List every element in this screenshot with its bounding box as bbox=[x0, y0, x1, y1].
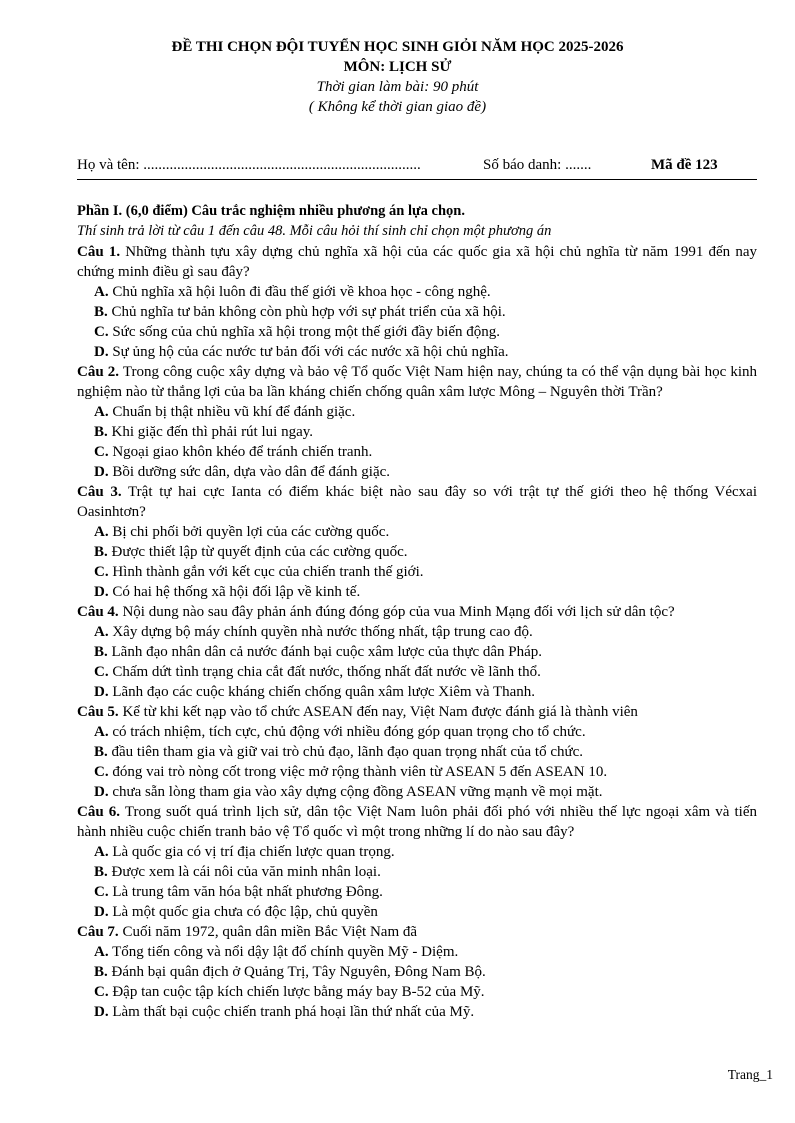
answer-option bbox=[77, 522, 757, 542]
question-item bbox=[77, 482, 757, 602]
option-letter: C. bbox=[94, 324, 109, 340]
option-letter: C. bbox=[94, 884, 109, 900]
answer-option bbox=[77, 1002, 757, 1022]
option-letter: D. bbox=[94, 344, 109, 360]
option-text: Làm thất bại cuộc chiến tranh phá hoại lần thứ nhất của Mỹ. bbox=[112, 1004, 475, 1020]
option-text: Chủ nghĩa tư bản không còn phù hợp với sự phát triển của xã hội. bbox=[111, 304, 506, 320]
option-text: Chuẩn bị thật nhiều vũ khí để đánh giặc. bbox=[112, 404, 356, 420]
answer-option bbox=[77, 722, 757, 742]
answer-option bbox=[77, 742, 757, 762]
option-text: Sức sống của chủ nghĩa xã hội trong một thế giới đầy biến động. bbox=[112, 324, 501, 340]
question-item bbox=[77, 702, 757, 802]
answer-option bbox=[77, 662, 757, 682]
option-letter: A. bbox=[94, 944, 109, 960]
answer-option bbox=[77, 302, 757, 322]
option-letter: B. bbox=[94, 744, 108, 760]
answer-option bbox=[77, 402, 757, 422]
option-letter: C. bbox=[94, 444, 109, 460]
answer-option bbox=[77, 562, 757, 582]
answer-option bbox=[77, 942, 757, 962]
answer-option bbox=[77, 582, 757, 602]
option-text: Là một quốc gia chưa có độc lập, chủ quyền bbox=[112, 904, 378, 920]
answer-option bbox=[77, 762, 757, 782]
question-item bbox=[77, 602, 757, 702]
option-letter: D. bbox=[94, 464, 109, 480]
option-text: Đập tan cuộc tập kích chiến lược bằng máy bay B-52 của Mỹ. bbox=[112, 984, 485, 1000]
option-letter: D. bbox=[94, 684, 109, 700]
question-number: Câu 7. bbox=[77, 924, 119, 940]
question-item bbox=[77, 362, 757, 482]
candidate-info-row bbox=[77, 157, 757, 180]
answer-option bbox=[77, 342, 757, 362]
part-instruction: Thí sinh trả lời từ câu 1 đến câu 48. Mỗi câu hỏi thí sinh chỉ chọn một phương án bbox=[77, 223, 552, 239]
answer-option bbox=[77, 622, 757, 642]
question-number: Câu 3. bbox=[77, 484, 122, 500]
question-item bbox=[77, 922, 757, 1022]
option-text: Được thiết lập từ quyết định của các cường quốc. bbox=[111, 544, 408, 560]
question-number: Câu 6. bbox=[77, 804, 121, 820]
answer-option bbox=[77, 422, 757, 442]
question-item bbox=[77, 802, 757, 922]
option-letter: B. bbox=[94, 424, 108, 440]
question-stem bbox=[77, 602, 757, 622]
answer-option bbox=[77, 962, 757, 982]
answer-option bbox=[77, 862, 757, 882]
question-stem bbox=[77, 802, 757, 842]
option-letter: C. bbox=[94, 764, 109, 780]
page-number: Trang_1 bbox=[727, 1067, 773, 1082]
option-letter: C. bbox=[94, 564, 109, 580]
exam-duration-note: ( Không kể thời gian giao đề) bbox=[308, 99, 487, 115]
option-text: Chủ nghĩa xã hội luôn đi đầu thế giới về khoa học - công nghệ. bbox=[112, 284, 491, 300]
question-item bbox=[77, 242, 757, 362]
answer-option bbox=[77, 322, 757, 342]
question-number: Câu 4. bbox=[77, 604, 119, 620]
part-heading: Phần I. (6,0 điểm) Câu trắc nghiệm nhiều phương án lựa chọn. bbox=[77, 203, 465, 219]
option-text: Chấm dứt tình trạng chia cắt đất nước, thống nhất đất nước về lãnh thổ. bbox=[112, 664, 541, 680]
answer-option bbox=[77, 442, 757, 462]
option-text: Ngoại giao khôn khéo để tránh chiến tranh. bbox=[112, 444, 373, 460]
option-letter: B. bbox=[94, 304, 108, 320]
exam-duration: Thời gian làm bài: 90 phút bbox=[316, 79, 479, 95]
question-stem bbox=[77, 922, 757, 942]
option-text: Có hai hệ thống xã hội đối lập về kinh tế. bbox=[112, 584, 361, 600]
answer-option bbox=[77, 842, 757, 862]
option-letter: A. bbox=[94, 524, 109, 540]
option-letter: D. bbox=[94, 784, 109, 800]
option-letter: C. bbox=[94, 664, 109, 680]
option-letter: D. bbox=[94, 1004, 109, 1020]
question-text: Trong công cuộc xây dựng và bảo vệ Tổ quốc Việt Nam hiện nay, chúng ta có thể vận dụng bài học kinh nghiệm nào từ thắng lợi của ba lần kháng chiến chống quân xâm lược Mông – Nguyên thời Trần? bbox=[77, 364, 757, 400]
option-letter: B. bbox=[94, 644, 108, 660]
answer-option bbox=[77, 282, 757, 302]
option-text: đầu tiên tham gia và giữ vai trò chủ đạo, lãnh đạo quan trọng nhất của tổ chức. bbox=[111, 744, 584, 760]
option-text: chưa sẵn lòng tham gia vào xây dựng cộng đồng ASEAN vững mạnh về mọi mặt. bbox=[112, 784, 603, 800]
question-text: Cuối năm 1972, quân dân miền Bắc Việt Nam đã bbox=[122, 924, 418, 940]
option-text: Được xem là cái nôi của văn minh nhân loại. bbox=[111, 864, 381, 880]
option-letter: B. bbox=[94, 864, 108, 880]
option-text: Là quốc gia có vị trí địa chiến lược quan trọng. bbox=[112, 844, 395, 860]
question-text: Kể từ khi kết nạp vào tổ chức ASEAN đến nay, Việt Nam được đánh giá là thành viên bbox=[122, 704, 638, 720]
question-stem bbox=[77, 362, 757, 402]
option-text: Bị chi phối bởi quyền lợi của các cường quốc. bbox=[112, 524, 390, 540]
answer-option bbox=[77, 902, 757, 922]
answer-option bbox=[77, 642, 757, 662]
option-text: Lãnh đạo các cuộc kháng chiến chống quân xâm lược Xiêm và Thanh. bbox=[112, 684, 536, 700]
question-number: Câu 2. bbox=[77, 364, 120, 380]
option-letter: B. bbox=[94, 544, 108, 560]
exam-code: Mã đề 123 bbox=[651, 157, 718, 173]
question-number: Câu 1. bbox=[77, 244, 121, 260]
question-text: Trong suốt quá trình lịch sử, dân tộc Việt Nam luôn phải đối phó với nhiều thế lực ngoại xâm và tiến hành nhiều cuộc chiến tranh bảo vệ Tổ quốc vì một trong những lí do nào sau đây? bbox=[77, 804, 757, 840]
option-text: Tổng tiến công và nổi dậy lật đổ chính quyền Mỹ - Diệm. bbox=[112, 944, 459, 960]
question-stem bbox=[77, 702, 757, 722]
exam-title: ĐỀ THI CHỌN ĐỘI TUYỂN HỌC SINH GIỎI NĂM HỌC 2025-2026 bbox=[171, 39, 624, 55]
option-text: Đánh bại quân địch ở Quảng Trị, Tây Nguyên, Đông Nam Bộ. bbox=[111, 964, 486, 980]
answer-option bbox=[77, 882, 757, 902]
candidate-name-field: Họ và tên: .......................................................................... bbox=[77, 157, 421, 173]
question-text: Trật tự hai cực Ianta có điểm khác biệt nào sau đây so với trật tự thế giới theo hệ thống Vécxai Oasinhtơn? bbox=[77, 484, 757, 520]
option-letter: A. bbox=[94, 844, 109, 860]
answer-option bbox=[77, 462, 757, 482]
question-text: Nội dung nào sau đây phản ánh đúng đóng góp của vua Minh Mạng đối với lịch sử dân tộc? bbox=[122, 604, 675, 620]
option-text: Hình thành gắn với kết cục của chiến tranh thế giới. bbox=[112, 564, 424, 580]
option-text: Lãnh đạo nhân dân cả nước đánh bại cuộc xâm lược của thực dân Pháp. bbox=[111, 644, 543, 660]
question-number: Câu 5. bbox=[77, 704, 119, 720]
option-letter: A. bbox=[94, 724, 109, 740]
option-text: Là trung tâm văn hóa bật nhất phương Đông. bbox=[112, 884, 383, 900]
option-letter: D. bbox=[94, 904, 109, 920]
option-text: đóng vai trò nòng cốt trong việc mở rộng thành viên từ ASEAN 5 đến ASEAN 10. bbox=[112, 764, 608, 780]
exam-subject: MÔN: LỊCH SỬ bbox=[343, 59, 452, 75]
option-text: Bồi dưỡng sức dân, dựa vào dân để đánh giặc. bbox=[112, 464, 391, 480]
option-letter: A. bbox=[94, 624, 109, 640]
option-text: Khi giặc đến thì phải rút lui ngay. bbox=[111, 424, 313, 440]
question-stem bbox=[77, 482, 757, 522]
candidate-number-field: Số báo danh: ....... bbox=[483, 157, 592, 173]
option-letter: A. bbox=[94, 284, 109, 300]
question-stem bbox=[77, 242, 757, 282]
option-letter: D. bbox=[94, 584, 109, 600]
question-list bbox=[77, 242, 757, 1022]
option-letter: C. bbox=[94, 984, 109, 1000]
answer-option bbox=[77, 982, 757, 1002]
option-text: Xây dựng bộ máy chính quyền nhà nước thống nhất, tập trung cao độ. bbox=[112, 624, 533, 640]
question-text: Những thành tựu xây dựng chủ nghĩa xã hội của các quốc gia xã hội chủ nghĩa từ năm 1991 đến nay chứng minh điều gì sau đây? bbox=[77, 244, 757, 280]
option-letter: B. bbox=[94, 964, 108, 980]
option-letter: A. bbox=[94, 404, 109, 420]
answer-option bbox=[77, 682, 757, 702]
answer-option bbox=[77, 542, 757, 562]
answer-option bbox=[77, 782, 757, 802]
option-text: Sự ủng hộ của các nước tư bản đối với các nước xã hội chủ nghĩa. bbox=[112, 344, 509, 360]
option-text: có trách nhiệm, tích cực, chủ động với nhiều đóng góp quan trọng cho tổ chức. bbox=[112, 724, 586, 740]
